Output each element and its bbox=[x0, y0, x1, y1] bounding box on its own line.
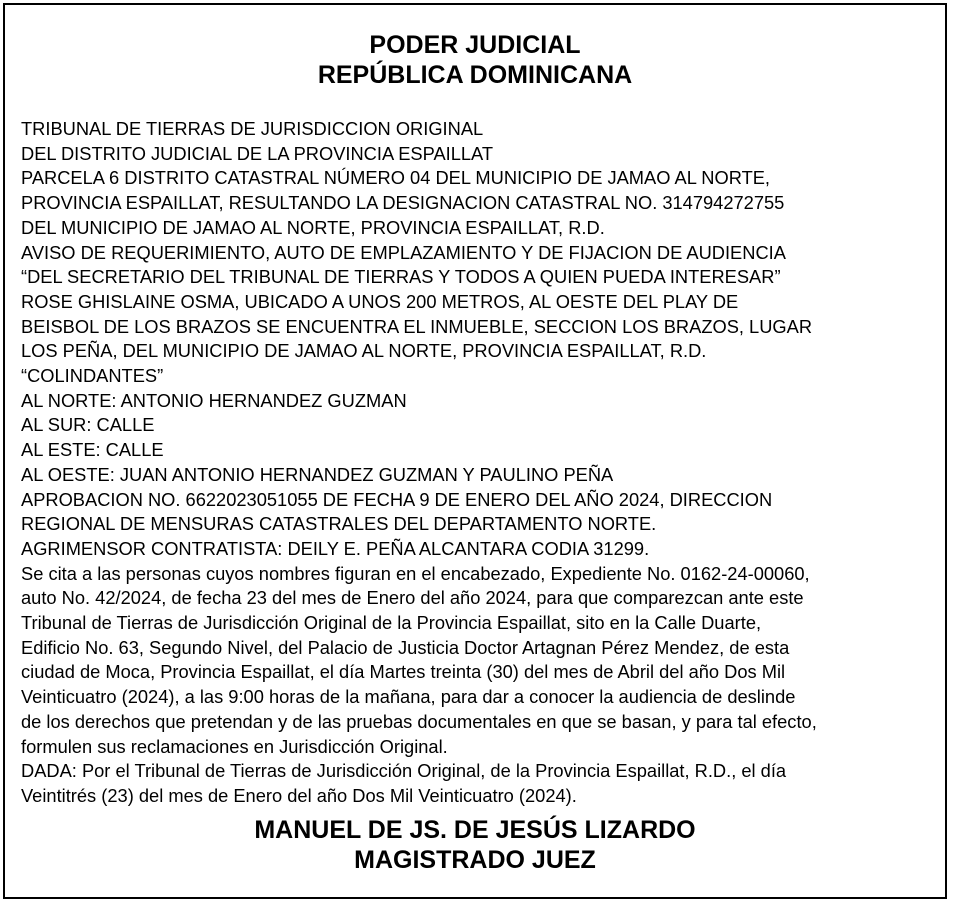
body-line: BEISBOL DE LOS BRAZOS SE ENCUENTRA EL INMUEBLE, SECCION LOS BRAZOS, LUGAR bbox=[21, 315, 813, 337]
body-line: de los derechos que pretendan y de las pruebas documentales en que se basan, y para tal efecto, bbox=[21, 710, 817, 732]
body-line: Veinticuatro (2024), a las 9:00 horas de la mañana, para dar a conocer la audiencia de deslinde bbox=[21, 686, 796, 708]
body-line: DADA: Por el Tribunal de Tierras de Jurisdicción Original, de la Provincia Espaillat, R.D., el día bbox=[21, 760, 787, 782]
body-line: Tribunal de Tierras de Jurisdicción Original de la Provincia Espaillat, sito en la Calle Duarte, bbox=[21, 612, 762, 634]
body-line: APROBACION NO. 6622023051055 DE FECHA 9 DE ENERO DEL AÑO 2024, DIRECCION bbox=[21, 488, 773, 510]
signer-title: MAGISTRADO JUEZ bbox=[354, 846, 596, 874]
body-line: Edificio No. 63, Segundo Nivel, del Palacio de Justicia Doctor Artagnan Pérez Mendez, de esta bbox=[21, 636, 790, 658]
body-line: AGRIMENSOR CONTRATISTA: DEILY E. PEÑA ALCANTARA CODIA 31299. bbox=[21, 537, 650, 559]
body-line: auto No. 42/2024, de fecha 23 del mes de Enero del año 2024, para que comparezcan ante este bbox=[21, 587, 804, 609]
legal-notice bbox=[3, 3, 947, 899]
body-line: Se cita a las personas cuyos nombres figuran en el encabezado, Expediente No. 0162-24-00060, bbox=[21, 562, 810, 584]
header-title-line-2: REPÚBLICA DOMINICANA bbox=[317, 61, 633, 89]
body-line: PROVINCIA ESPAILLAT, RESULTANDO LA DESIGNACION CATASTRAL NO. 314794272755 bbox=[21, 192, 785, 214]
body-line: “COLINDANTES” bbox=[21, 365, 164, 387]
body-line: AL NORTE: ANTONIO HERNANDEZ GUZMAN bbox=[21, 389, 407, 411]
notice-body bbox=[21, 117, 951, 809]
body-line: PARCELA 6 DISTRITO CATASTRAL NÚMERO 04 DEL MUNICIPIO DE JAMAO AL NORTE, bbox=[21, 167, 771, 189]
notice-header bbox=[5, 30, 945, 90]
body-line: TRIBUNAL DE TIERRAS DE JURISDICCION ORIGINAL bbox=[21, 118, 484, 139]
body-line: ROSE GHISLAINE OSMA, UBICADO A UNOS 200 METROS, AL OESTE DEL PLAY DE bbox=[21, 290, 739, 312]
body-line: formulen sus reclamaciones en Jurisdicción Original. bbox=[21, 735, 448, 757]
body-line: AL SUR: CALLE bbox=[21, 414, 155, 436]
signature-block bbox=[5, 815, 945, 875]
body-line: AL ESTE: CALLE bbox=[21, 439, 164, 461]
body-line: AVISO DE REQUERIMIENTO, AUTO DE EMPLAZAMIENTO Y DE FIJACION DE AUDIENCIA bbox=[21, 241, 786, 263]
body-line: ciudad de Moca, Provincia Espaillat, el día Martes treinta (30) del mes de Abril del año Dos Mil bbox=[21, 661, 786, 683]
header-title-line-1: PODER JUDICIAL bbox=[369, 31, 581, 59]
signer-name: MANUEL DE JS. DE JESÚS LIZARDO bbox=[254, 816, 696, 844]
body-line: LOS PEÑA, DEL MUNICIPIO DE JAMAO AL NORTE, PROVINCIA ESPAILLAT, R.D. bbox=[21, 340, 707, 362]
body-line: DEL MUNICIPIO DE JAMAO AL NORTE, PROVINCIA ESPAILLAT, R.D. bbox=[21, 216, 605, 238]
body-line: Veintitrés (23) del mes de Enero del año Dos Mil Veinticuatro (2024). bbox=[21, 784, 577, 806]
body-line: “DEL SECRETARIO DEL TRIBUNAL DE TIERRAS Y TODOS A QUIEN PUEDA INTERESAR” bbox=[21, 266, 781, 288]
body-line: DEL DISTRITO JUDICIAL DE LA PROVINCIA ESPAILLAT bbox=[21, 142, 494, 164]
body-line: REGIONAL DE MENSURAS CATASTRALES DEL DEPARTAMENTO NORTE. bbox=[21, 513, 657, 535]
body-line: AL OESTE: JUAN ANTONIO HERNANDEZ GUZMAN Y PAULINO PEÑA bbox=[21, 463, 614, 485]
